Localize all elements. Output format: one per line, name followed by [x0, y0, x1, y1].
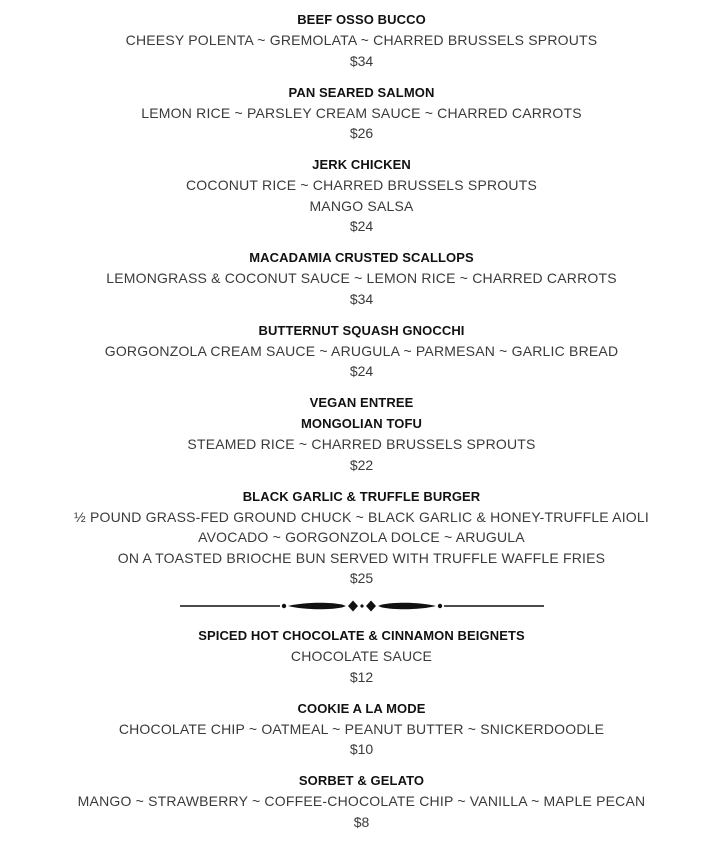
item-price: $26	[349, 125, 374, 141]
menu-item-beef-osso-bucco	[0, 9, 723, 72]
menu-item-butternut-squash-gnocchi	[0, 320, 723, 383]
item-description: ON A TOASTED BRIOCHE BUN SERVED WITH TRUFFLE WAFFLE FRIES	[117, 549, 606, 566]
item-title: COOKIE A LA MODE	[297, 700, 426, 716]
item-description: CHOCOLATE CHIP ~ OATMEAL ~ PEANUT BUTTER ~ SNICKERDOODLE	[118, 720, 605, 737]
menu-item-vegan-entree	[0, 392, 723, 476]
menu-item-black-garlic-truffle-burger	[0, 486, 723, 590]
item-subtitle: MONGOLIAN TOFU	[300, 416, 423, 431]
menu-item-sorbet-gelato	[0, 770, 723, 833]
item-title: SORBET & GELATO	[298, 773, 425, 788]
item-title: VEGAN ENTREE	[309, 395, 414, 410]
menu-item-pan-seared-salmon	[0, 82, 723, 145]
item-description: MANGO SALSA	[309, 197, 414, 214]
item-price: $12	[349, 668, 374, 685]
item-price: $22	[349, 456, 374, 473]
menu-item-macadamia-crusted-scallops	[0, 247, 723, 310]
item-description: AVOCADO ~ GORGONZOLA DOLCE ~ ARUGULA	[198, 529, 525, 545]
ornamental-divider-graphic	[180, 598, 544, 614]
item-title: SPICED HOT CHOCOLATE & CINNAMON BEIGNETS	[198, 628, 525, 643]
menu-item-cookie-a-la-mode	[0, 698, 723, 761]
item-description: LEMON RICE ~ PARSLEY CREAM SAUCE ~ CHARRED CARROTS	[141, 104, 582, 121]
item-price: $10	[349, 741, 374, 757]
item-title: BEEF OSSO BUCCO	[297, 12, 426, 27]
item-price: $24	[349, 218, 374, 234]
item-price: $34	[349, 52, 374, 69]
item-description: COCONUT RICE ~ CHARRED BRUSSELS SPROUTS	[186, 177, 537, 193]
item-title: JERK CHICKEN	[312, 157, 411, 172]
item-description: CHOCOLATE SAUCE	[290, 648, 433, 664]
item-price: $25	[349, 570, 374, 586]
item-title: BUTTERNUT SQUASH GNOCCHI	[258, 322, 465, 338]
menu-item-jerk-chicken	[0, 154, 723, 237]
item-title: MACADAMIA CRUSTED SCALLOPS	[249, 250, 474, 265]
menu-item-spiced-hot-chocolate	[0, 625, 723, 688]
item-title: PAN SEARED SALMON	[288, 84, 435, 100]
item-price: $24	[349, 363, 374, 379]
item-title: BLACK GARLIC & TRUFFLE BURGER	[242, 488, 481, 504]
menu-page	[0, 9, 723, 843]
item-price: $34	[349, 290, 374, 307]
item-description: LEMONGRASS & COCONUT SAUCE ~ LEMON RICE ~ CHARRED CARROTS	[106, 270, 617, 286]
item-description: STEAMED RICE ~ CHARRED BRUSSELS SPROUTS	[187, 436, 536, 452]
item-price: $8	[353, 813, 370, 830]
item-description: MANGO ~ STRAWBERRY ~ COFFEE-CHOCOLATE CHIP ~ VANILLA ~ MAPLE PECAN	[77, 793, 646, 809]
ornamental-divider-icon	[0, 595, 723, 617]
item-description: GORGONZOLA CREAM SAUCE ~ ARUGULA ~ PARMESAN ~ GARLIC BREAD	[104, 342, 619, 359]
item-description: ½ POUND GRASS-FED GROUND CHUCK ~ BLACK GARLIC & HONEY-TRUFFLE AIOLI	[74, 508, 649, 525]
item-description: CHEESY POLENTA ~ GREMOLATA ~ CHARRED BRUSSELS SPROUTS	[125, 32, 598, 48]
